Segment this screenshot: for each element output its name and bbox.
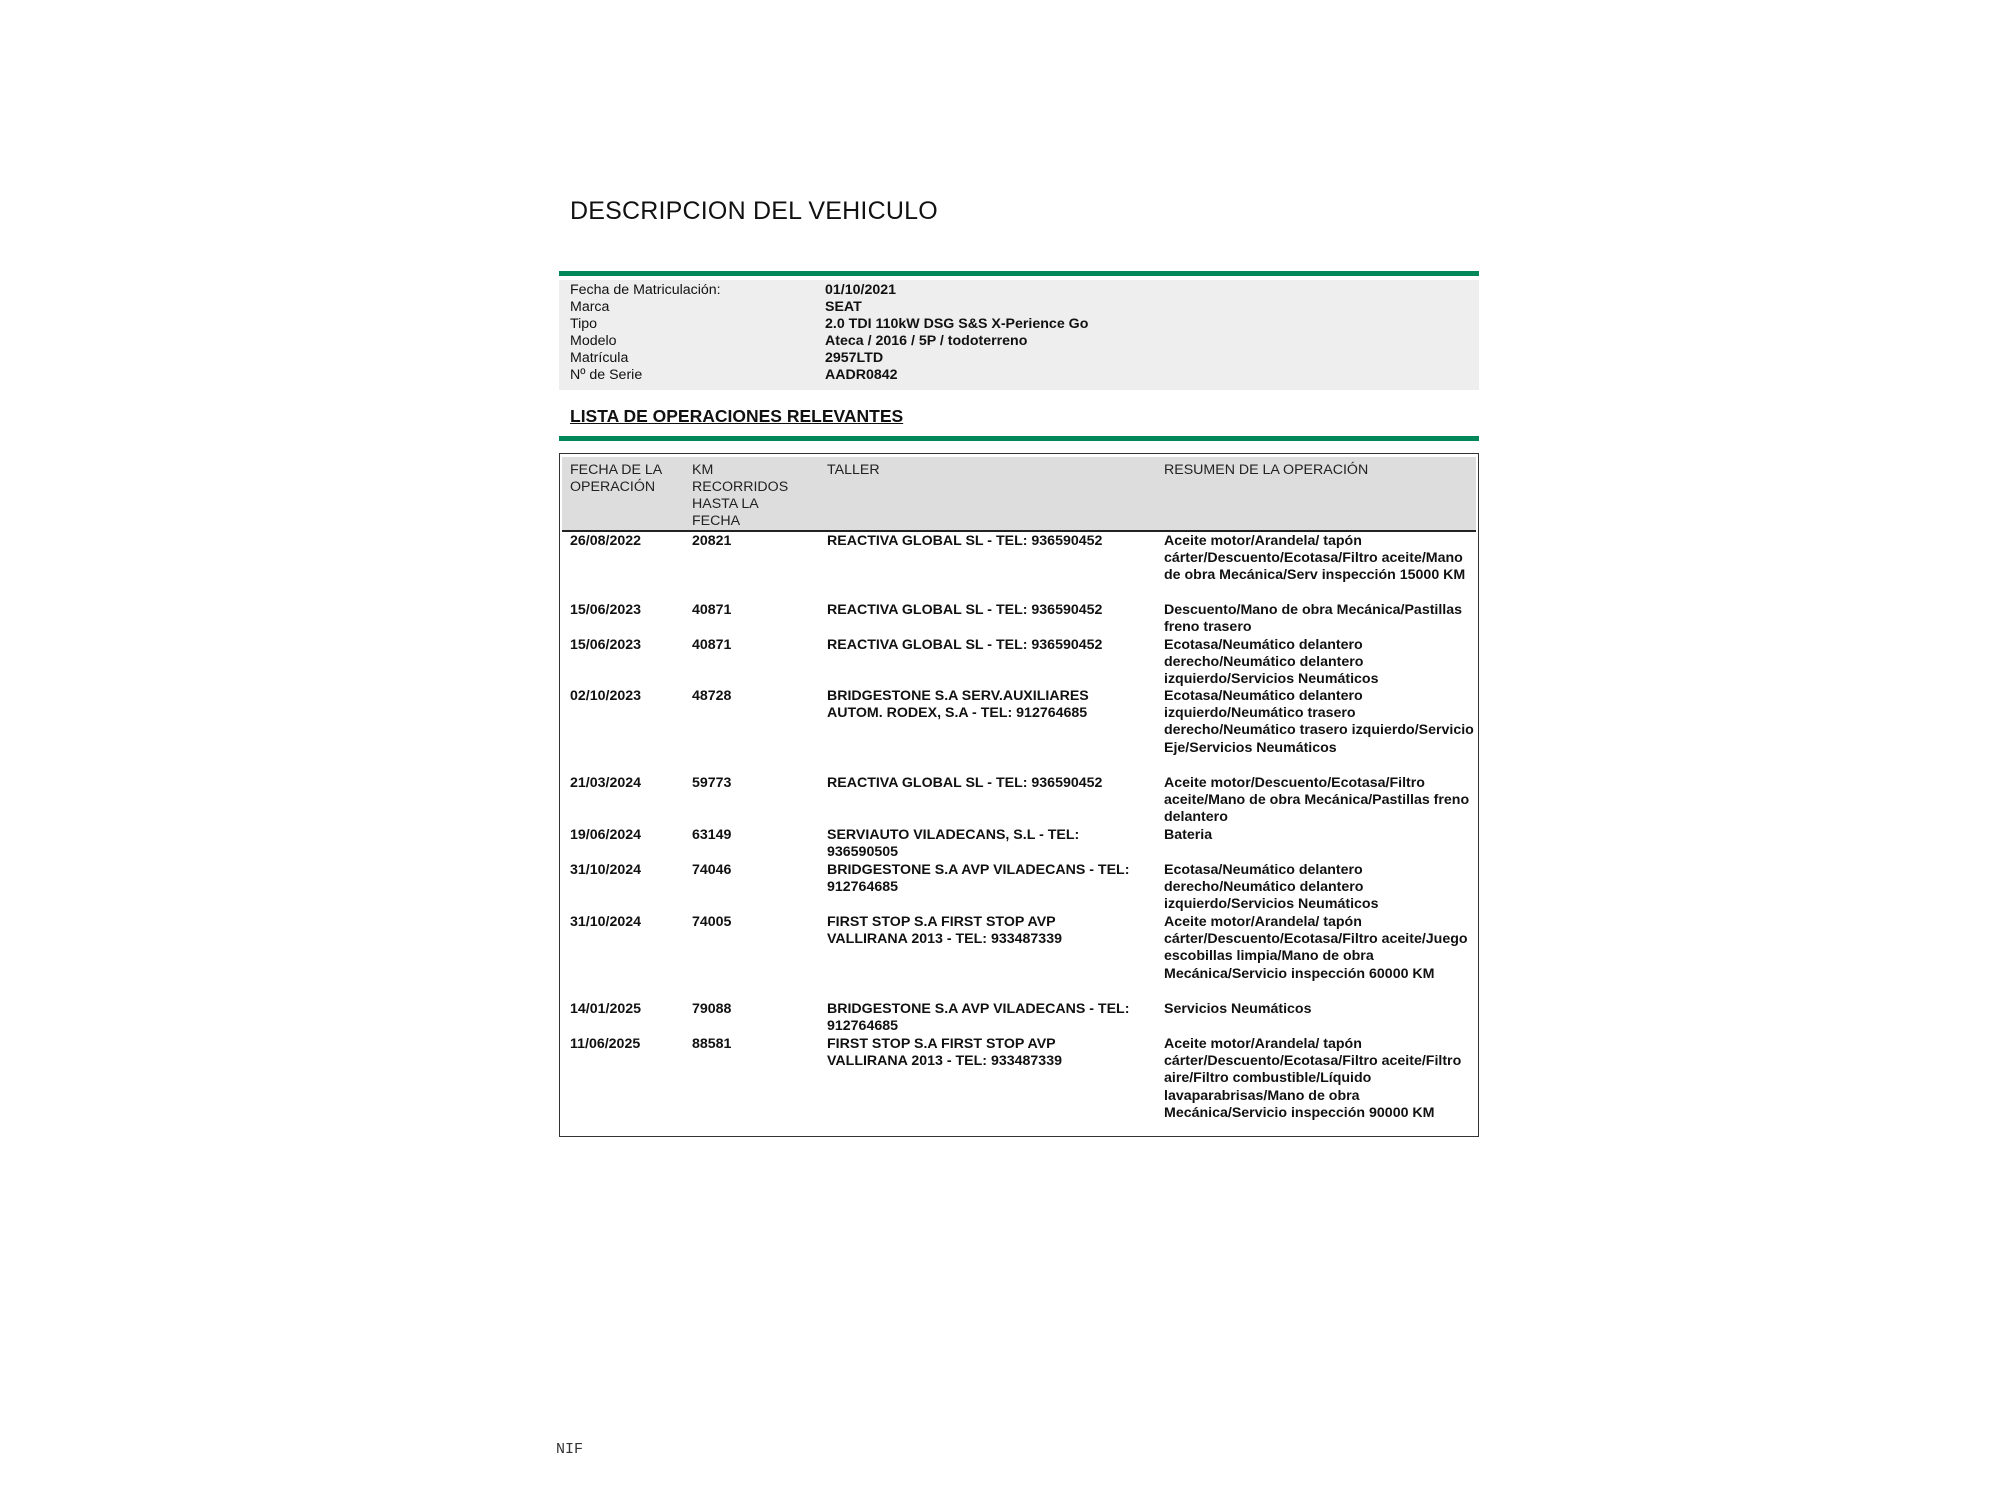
vehicle-label: Matrícula	[570, 350, 629, 366]
cell-km: 74046	[692, 862, 732, 878]
cell-date: 21/03/2024	[570, 775, 642, 791]
vehicle-label: Tipo	[570, 316, 598, 332]
cell-summary: Aceite motor/Arandela/ tapón cárter/Descuento/Ecotasa/Filtro aceite/Filtro aire/Filtro combustible/Líquido lavaparabrisas/Mano de obra Mecánica/Servicio inspección 90000 KM	[1164, 1036, 1462, 1121]
title-divider	[559, 271, 1479, 276]
cell-date: 31/10/2024	[570, 914, 642, 930]
cell-workshop: REACTIVA GLOBAL SL - TEL: 936590452	[827, 775, 1103, 791]
page-title: DESCRIPCION DEL VEHICULO	[570, 197, 938, 225]
vehicle-label: Nº de Serie	[570, 367, 643, 383]
vehicle-value: Ateca / 2016 / 5P / todoterreno	[825, 333, 1028, 349]
cell-workshop: BRIDGESTONE S.A AVP VILADECANS - TEL: 912764685	[827, 1001, 1130, 1035]
vehicle-value: 2.0 TDI 110kW DSG S&S X-Perience Go	[825, 316, 1089, 332]
cell-date: 19/06/2024	[570, 827, 642, 843]
cell-date: 14/01/2025	[570, 1001, 642, 1017]
vehicle-value: 01/10/2021	[825, 282, 897, 298]
cell-workshop: REACTIVA GLOBAL SL - TEL: 936590452	[827, 602, 1103, 618]
cell-workshop: REACTIVA GLOBAL SL - TEL: 936590452	[827, 533, 1103, 549]
cell-km: 74005	[692, 914, 732, 930]
header-km: KM RECORRIDOS HASTA LA FECHA	[692, 462, 789, 529]
vehicle-label: Modelo	[570, 333, 617, 349]
cell-summary: Ecotasa/Neumático delantero izquierdo/Neumático trasero derecho/Neumático trasero izquierdo/Servicio Eje/Servicios Neumáticos	[1164, 688, 1474, 756]
cell-km: 63149	[692, 827, 732, 843]
cell-km: 88581	[692, 1036, 732, 1052]
cell-workshop: SERVIAUTO VILADECANS, S.L - TEL: 936590505	[827, 827, 1080, 861]
cell-summary: Aceite motor/Descuento/Ecotasa/Filtro aceite/Mano de obra Mecánica/Pastillas freno delantero	[1164, 775, 1470, 826]
cell-summary: Aceite motor/Arandela/ tapón cárter/Descuento/Ecotasa/Filtro aceite/Juego escobillas limpia/Mano de obra Mecánica/Servicio inspección 60000 KM	[1164, 914, 1468, 982]
operations-table	[559, 453, 1479, 1137]
vehicle-info-box	[559, 280, 1479, 390]
section-title: LISTA DE OPERACIONES RELEVANTES	[570, 406, 904, 426]
vehicle-label: Marca	[570, 299, 610, 315]
cell-date: 02/10/2023	[570, 688, 642, 704]
vehicle-value: SEAT	[825, 299, 862, 315]
header-date: FECHA DE LA OPERACIÓN	[570, 462, 663, 495]
cell-summary: Descuento/Mano de obra Mecánica/Pastillas freno trasero	[1164, 602, 1463, 636]
vehicle-label: Fecha de Matriculación:	[570, 282, 721, 298]
cell-date: 26/08/2022	[570, 533, 642, 549]
cell-km: 20821	[692, 533, 732, 549]
cell-summary: Servicios Neumáticos	[1164, 1001, 1312, 1017]
cell-summary: Bateria	[1164, 827, 1213, 843]
cell-km: 40871	[692, 637, 732, 653]
cell-summary: Aceite motor/Arandela/ tapón cárter/Descuento/Ecotasa/Filtro aceite/Mano de obra Mecánica/Serv inspección 15000 KM	[1164, 533, 1466, 584]
cell-summary: Ecotasa/Neumático delantero derecho/Neumático delantero izquierdo/Servicios Neumáticos	[1164, 862, 1379, 913]
table-header	[562, 457, 1476, 532]
cell-summary: Ecotasa/Neumático delantero derecho/Neumático delantero izquierdo/Servicios Neumáticos	[1164, 637, 1379, 688]
cell-date: 31/10/2024	[570, 862, 642, 878]
vehicle-value: AADR0842	[825, 367, 898, 383]
cell-km: 59773	[692, 775, 732, 791]
cell-workshop: REACTIVA GLOBAL SL - TEL: 936590452	[827, 637, 1103, 653]
cell-workshop: BRIDGESTONE S.A AVP VILADECANS - TEL: 912764685	[827, 862, 1130, 896]
vehicle-value: 2957LTD	[825, 350, 884, 366]
cell-date: 15/06/2023	[570, 637, 642, 653]
cell-km: 40871	[692, 602, 732, 618]
cell-workshop: FIRST STOP S.A FIRST STOP AVP VALLIRANA 2013 - TEL: 933487339	[827, 1036, 1062, 1070]
cell-workshop: BRIDGESTONE S.A SERV.AUXILIARES AUTOM. RODEX, S.A - TEL: 912764685	[827, 688, 1089, 722]
cell-km: 79088	[692, 1001, 732, 1017]
footer-nif: NIF	[556, 1441, 584, 1458]
header-workshop: TALLER	[827, 462, 880, 478]
section-divider	[559, 436, 1479, 441]
cell-workshop: FIRST STOP S.A FIRST STOP AVP VALLIRANA 2013 - TEL: 933487339	[827, 914, 1062, 948]
cell-date: 11/06/2025	[570, 1036, 641, 1052]
cell-km: 48728	[692, 688, 732, 704]
cell-date: 15/06/2023	[570, 602, 642, 618]
header-summary: RESUMEN DE LA OPERACIÓN	[1164, 462, 1369, 478]
